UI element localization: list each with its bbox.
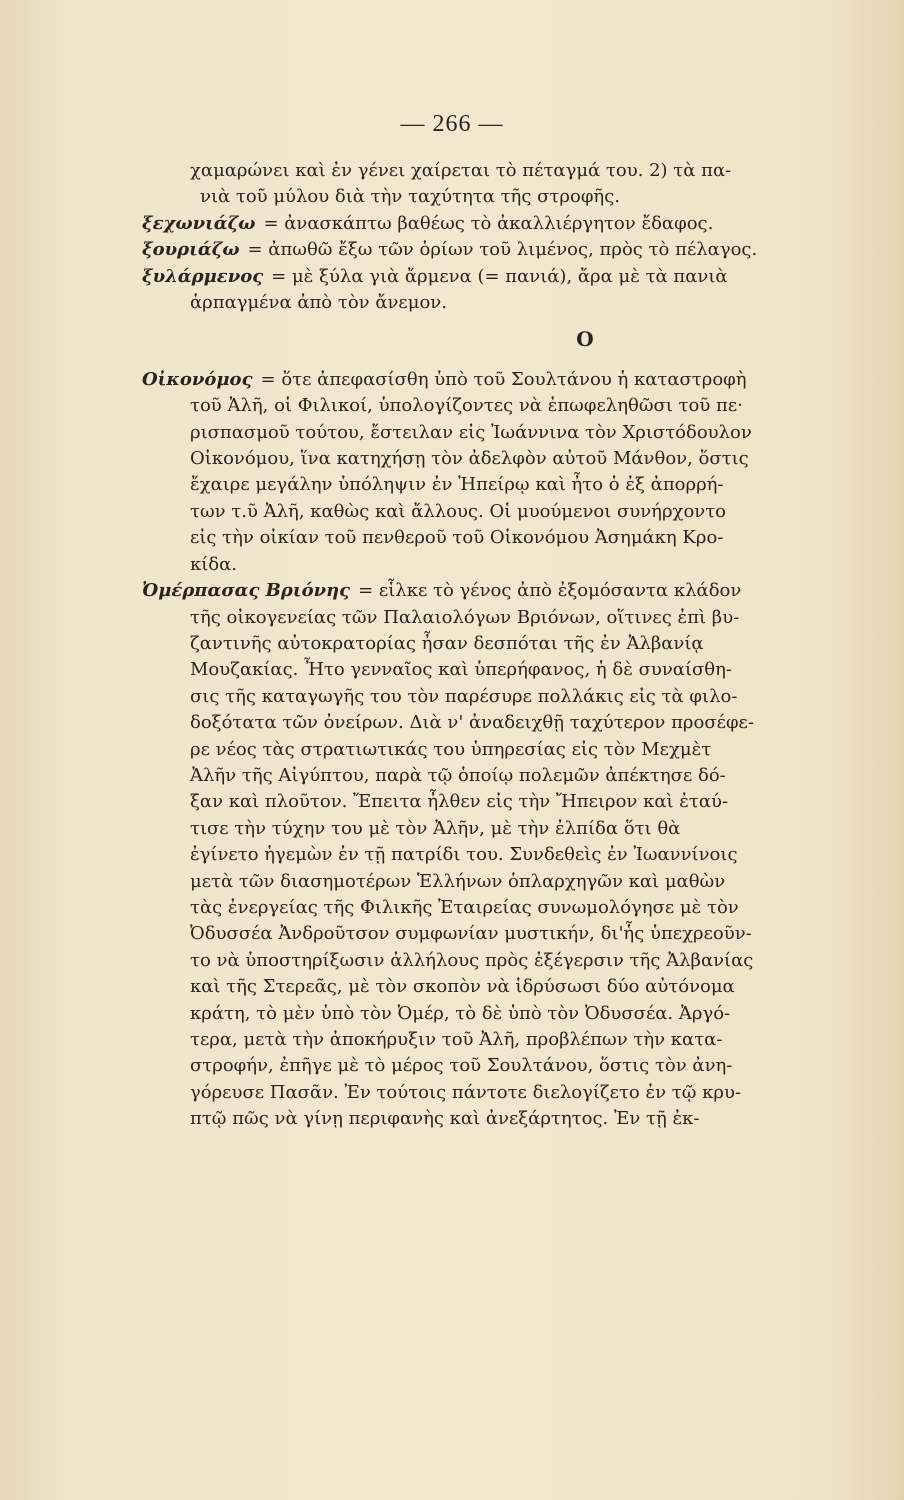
text-line: [190, 1027, 860, 1053]
text-line: [190, 1080, 860, 1106]
text-line: [190, 684, 860, 710]
section-letter: Ο: [576, 327, 594, 352]
line-text: Ἀλῆν τῆς Αἰγύπτου, παρὰ τῷ ὁποίῳ πολεμῶν ἀπέκτησε δό-: [190, 764, 726, 786]
text-line: [190, 921, 860, 947]
text-line: [190, 710, 860, 736]
line-text: εἰς τὴν οἰκίαν τοῦ πενθεροῦ τοῦ Οἰκονόμου Ἀσημάκη Κρο-: [190, 527, 724, 549]
text-line: [190, 974, 860, 1000]
text-line: [190, 816, 860, 842]
text-line: [190, 1001, 860, 1027]
line-text: ρισπασμοῦ τούτου, ἔστειλαν εἰς Ἰωάννινα τὸν Χριστόδουλον: [190, 421, 752, 443]
text-line: [190, 158, 860, 184]
line-text: = ὅτε ἀπεφασίσθη ὑπὸ τοῦ Σουλτάνου ἡ καταστροφὴ: [260, 368, 747, 390]
entry-headword: Οἰκονόμος: [142, 368, 253, 390]
entry-definition: = ἀπωθῶ ἔξω τῶν ὁρίων τοῦ λιμένος, πρὸς τὸ πέλαγος.: [247, 239, 758, 261]
line-text: ἔχαιρε μεγάλην ὑπόληψιν ἐν Ἠπείρῳ καὶ ἦτο ὁ ἐξ ἀπορρή-: [190, 474, 724, 496]
entry-headword: ξεχωνιάζω: [142, 212, 256, 234]
line-text: δοξότατα τῶν ὀνείρων. Διὰ ν' ἀναδειχθῇ ταχύτερον προσέφε-: [190, 712, 754, 734]
line-text: Μουζακίας. Ἦτο γενναῖος καὶ ὑπερήφανος, ἡ δὲ συναίσθη-: [190, 659, 733, 681]
glossary-entry: [142, 264, 860, 290]
line-text: Οἰκονόμου, ἵνα κατηχήσῃ τὸν ἀδελφὸν αὐτοῦ Μάνθον, ὅστις: [190, 448, 749, 470]
line-text: τοῦ Ἀλῆ, οἱ Φιλικοί, ὑπολογίζοντες νὰ ἐπωφεληθῶσι τοῦ πε·: [190, 395, 743, 417]
text-line: [142, 367, 860, 393]
line-text: ξαν καὶ πλοῦτον. Ἔπειτα ἦλθεν εἰς τὴν Ἤπειρον καὶ ἐταύ-: [190, 791, 729, 813]
text-line: [190, 842, 860, 868]
line-text: γόρευσε Πασᾶν. Ἐν τούτοις πάντοτε διελογίζετο ἐν τῷ κρυ-: [190, 1081, 742, 1103]
entry-headword: Ὀμέρπασας Βριόνης: [142, 580, 351, 602]
line-text: μετὰ τῶν διασημοτέρων Ἑλλήνων ὁπλαρχηγῶν καὶ μαθὼν: [190, 870, 726, 892]
page-number: — 266 —: [400, 111, 504, 137]
text-line: [190, 184, 860, 210]
page-text: [142, 158, 860, 1133]
text-line: [190, 631, 860, 657]
line-text: ἐγίνετο ἡγεμὼν ἐν τῇ πατρίδι του. Συνδεθεὶς ἐν Ἰωαννίνοις: [190, 844, 738, 866]
glossary-entry: [142, 367, 860, 578]
text-line: [190, 393, 860, 419]
entry-definition: = μὲ ξύλα γιὰ ἄρμενα (= πανιά), ἄρα μὲ τὰ πανιὰ: [271, 265, 728, 287]
text-line: [190, 1106, 860, 1132]
line-text: πτῷ πῶς νὰ γίνῃ περιφανὴς καὶ ἀνεξάρτητος. Ἐν τῇ ἐκ-: [190, 1108, 700, 1130]
line-text: = εἷλκε τὸ γένος ἀπὸ ἐξομόσαντα κλάδον: [358, 580, 742, 602]
line-text: τῆς οἰκογενείας τῶν Παλαιολόγων Βριόνων, οἵτινες ἐπὶ βυ-: [190, 606, 740, 628]
line-text: τισε τὴν τύχην του μὲ τὸν Ἀλῆν, μὲ τὴν ἐλπίδα ὅτι θὰ: [190, 817, 681, 839]
text-line: [190, 1053, 860, 1079]
line-text: τὰς ἐνεργείας τῆς Φιλικῆς Ἑταιρείας συνωμολόγησε μὲ τὸν: [190, 896, 739, 918]
text-line: [190, 420, 860, 446]
text-line: [190, 552, 860, 578]
text-line: [190, 737, 860, 763]
line-text: ζαντινῆς αὐτοκρατορίας ἦσαν δεσπόται τῆς ἐν Ἀλβανίᾳ: [190, 632, 704, 654]
text-line: [190, 525, 860, 551]
text-line: [190, 763, 860, 789]
text-line: [190, 290, 860, 316]
text-line: [190, 446, 860, 472]
entry-definition: = ἀνασκάπτω βαθέως τὸ ἀκαλλιέργητον ἔδαφος.: [263, 212, 714, 234]
text-line: [190, 789, 860, 815]
entry-headword: ξυλάρμενος: [142, 265, 264, 287]
glossary-entry: [142, 211, 860, 237]
line-text: στροφήν, ἐπῆγε μὲ τὸ μέρος τοῦ Σουλτάνου, ὅστις τὸν ἀνη-: [190, 1055, 733, 1077]
text-line: [142, 578, 860, 604]
line-text: σις τῆς καταγωγῆς του τὸν παρέσυρε πολλάκις εἰς τὰ φιλο-: [190, 685, 738, 707]
line-text: καὶ τῆς Στερεᾶς, μὲ τὸν σκοπὸν νὰ ἱδρύσωσι δύο αὐτόνομα: [190, 976, 735, 998]
line-text: Ὀδυσσέα Ἀνδροῦτσον συμφωνίαν μυστικήν, δι'ἧς ὑπεχρεοῦν-: [190, 923, 752, 945]
line-text: το νὰ ὑποστηρίξωσιν ἀλλήλους πρὸς ἐξέγερσιν τῆς Ἀλβανίας: [190, 949, 754, 971]
line-text: των τ.ῦ Ἀλῆ, καθὼς καὶ ἄλλους. Οἱ μυούμενοι συνήρχοντο: [190, 500, 727, 522]
line-text: χαμαρώνει καὶ ἐν γένει χαίρεται τὸ πέταγμά του. 2) τὰ πα-: [190, 160, 732, 181]
glossary-entry: [142, 237, 860, 263]
line-text: ρε νέος τὰς στρατιωτικάς του ὑπηρεσίας εἰς τὸν Μεχμὲτ: [190, 738, 712, 760]
text-line: [190, 499, 860, 525]
text-line: [190, 895, 860, 921]
glossary-entry: [142, 578, 860, 1133]
line-text: ἁρπαγμένα ἀπὸ τὸν ἄνεμον.: [190, 292, 447, 314]
text-line: [190, 605, 860, 631]
line-text: κίδα.: [190, 553, 238, 575]
text-line: [190, 869, 860, 895]
text-line: [190, 472, 860, 498]
text-line: [190, 948, 860, 974]
line-text: νιὰ τοῦ μύλου διὰ τὴν ταχύτητα τῆς στροφῆς.: [200, 186, 621, 208]
text-line: [190, 657, 860, 683]
line-text: κράτη, τὸ μὲν ὑπὸ τὸν Ὀμέρ, τὸ δὲ ὑπὸ τὸν Ὀδυσσέα. Ἀργό-: [190, 1002, 731, 1024]
line-text: τερα, μετὰ τὴν ἀποκήρυξιν τοῦ Ἀλῆ, προβλέπων τὴν κατα-: [190, 1029, 723, 1050]
entry-headword: ξουριάζω: [142, 239, 240, 261]
